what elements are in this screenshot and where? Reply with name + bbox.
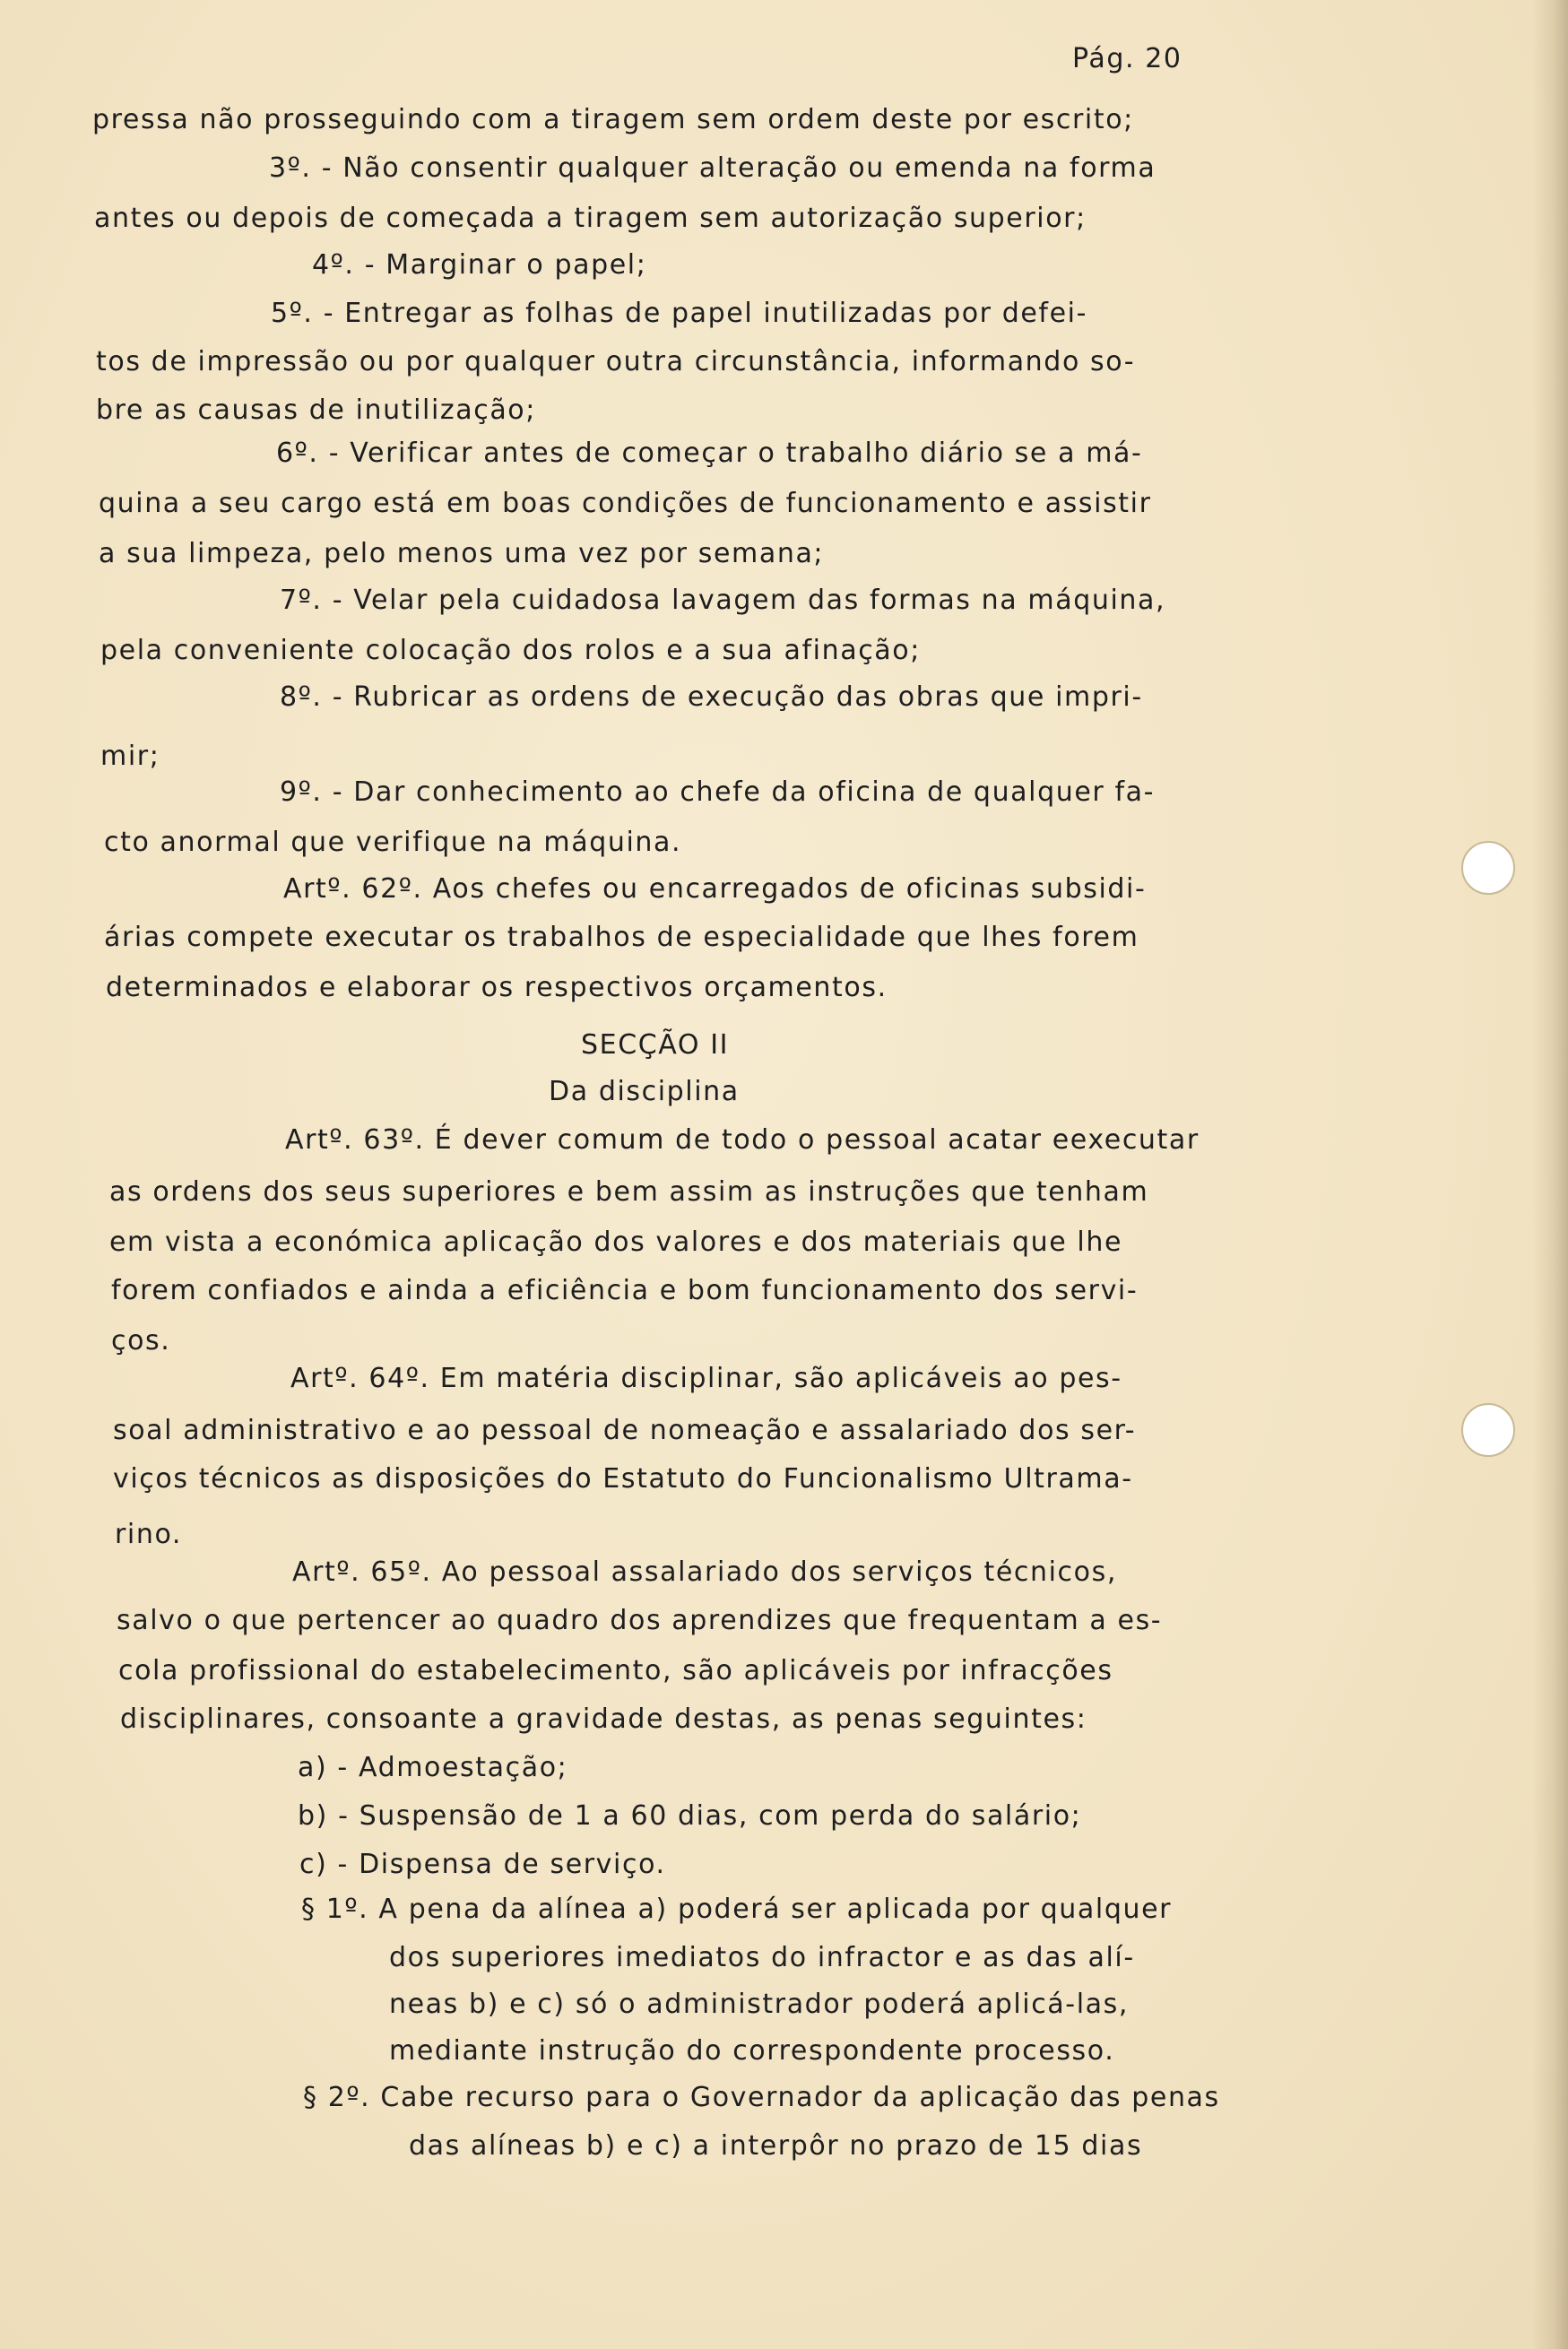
text-line: as ordens dos seus superiores e bem assim as instruções que tenham [109, 1176, 1149, 1208]
text-line: 4º. - Marginar o papel; [312, 249, 647, 281]
text-line: forem confiados e ainda a eficiência e bom funcionamento dos servi- [111, 1275, 1139, 1306]
text-line: tos de impressão ou por qualquer outra circunstância, informando so- [96, 346, 1136, 377]
text-line: salvo o que pertencer ao quadro dos aprendizes que frequentam a es- [117, 1605, 1163, 1636]
text-line: pela conveniente colocação dos rolos e a sua afinação; [100, 635, 921, 666]
article-65-start: Artº. 65º. Ao pessoal assalariado dos serviços técnicos, [292, 1556, 1117, 1588]
text-line: ços. [111, 1325, 171, 1357]
text-line: antes ou depois de começada a tiragem sem autorização superior; [94, 203, 1087, 234]
text-line: quina a seu cargo está em boas condições de funcionamento e assistir [99, 488, 1152, 519]
article-62-start: Artº. 62º. Aos chefes ou encarregados de oficinas subsidi- [283, 873, 1147, 905]
punch-hole-upper [1461, 841, 1515, 895]
text-line: soal administrativo e ao pessoal de nomeação e assalariado dos ser- [113, 1415, 1137, 1446]
section-heading: SECÇÃO II [581, 1029, 730, 1061]
text-line: árias compete executar os trabalhos de especialidade que lhes forem [104, 922, 1139, 953]
text-line: pressa não prosseguindo com a tiragem sem ordem deste por escrito; [92, 104, 1134, 135]
text-line: rino. [115, 1519, 183, 1550]
list-item-a: a) - Admoestação; [298, 1752, 568, 1783]
section-subtitle: Da disciplina [549, 1076, 740, 1107]
text-line: em vista a económica aplicação dos valores e dos materiais que lhe [109, 1227, 1123, 1258]
text-line: a sua limpeza, pelo menos uma vez por semana; [99, 538, 825, 569]
page-number: Pág. 20 [1072, 43, 1182, 74]
text-line: dos superiores imediatos do infractor e as das alí- [389, 1942, 1135, 1973]
text-line: das alíneas b) e c) a interpôr no prazo de 15 dias [409, 2130, 1143, 2162]
text-line: disciplinares, consoante a gravidade destas, as penas seguintes: [120, 1703, 1087, 1735]
article-63-start: Artº. 63º. É dever comum de todo o pessoal acatar eexecutar [285, 1124, 1200, 1156]
list-item-c: c) - Dispensa de serviço. [299, 1849, 666, 1880]
text-line: cola profissional do estabelecimento, são aplicáveis por infracções [118, 1655, 1113, 1686]
text-line: viços técnicos as disposições do Estatuto do Funcionalismo Ultrama- [113, 1463, 1133, 1495]
text-line: determinados e elaborar os respectivos orçamentos. [106, 972, 888, 1003]
text-line: cto anormal que verifique na máquina. [104, 827, 682, 858]
text-line: 5º. - Entregar as folhas de papel inutilizadas por defei- [271, 298, 1088, 329]
text-line: 6º. - Verificar antes de começar o trabalho diário se a má- [276, 438, 1143, 469]
paragraph-2-start: § 2º. Cabe recurso para o Governador da aplicação das penas [303, 2082, 1220, 2113]
article-64-start: Artº. 64º. Em matéria disciplinar, são aplicáveis ao pes- [290, 1363, 1122, 1394]
punch-hole-lower [1461, 1403, 1515, 1457]
page-edge-shadow [1532, 0, 1568, 2349]
list-item-b: b) - Suspensão de 1 a 60 dias, com perda do salário; [298, 1800, 1082, 1832]
text-line: 7º. - Velar pela cuidadosa lavagem das formas na máquina, [280, 585, 1166, 616]
paragraph-1-start: § 1º. A pena da alínea a) poderá ser aplicada por qualquer [301, 1894, 1173, 1925]
text-line: 9º. - Dar conhecimento ao chefe da oficina de qualquer fa- [280, 776, 1156, 808]
text-line: mir; [100, 741, 160, 772]
text-line: neas b) e c) só o administrador poderá aplicá-las, [389, 1989, 1129, 2020]
text-line: mediante instrução do correspondente processo. [389, 2035, 1115, 2067]
text-line: bre as causas de inutilização; [96, 394, 536, 426]
text-line: 8º. - Rubricar as ordens de execução das obras que impri- [280, 681, 1143, 713]
text-line: 3º. - Não consentir qualquer alteração ou emenda na forma [269, 152, 1157, 184]
